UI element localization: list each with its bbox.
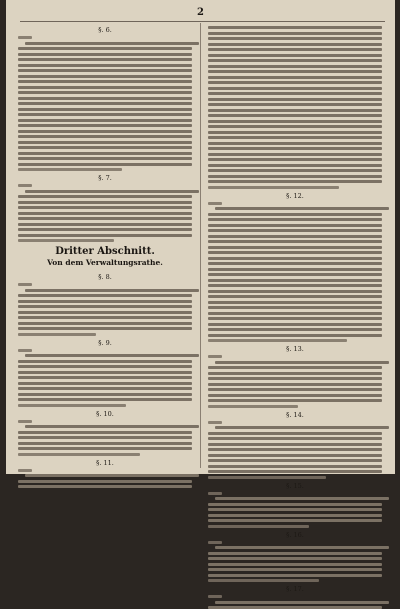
text-line [208,229,382,232]
left-column [18,26,192,470]
text-line [208,268,382,271]
text-line [208,339,347,342]
text-line [208,388,382,391]
text-line [208,306,382,309]
text-line [18,130,192,133]
section [208,192,382,343]
text-line [18,36,32,39]
text-line [18,234,192,237]
text-line [18,382,192,385]
text-line [208,224,382,227]
text-line [208,377,382,380]
text-line [215,207,389,210]
text-line [18,420,32,423]
text-line [18,404,126,407]
section [18,410,192,456]
section [208,26,382,189]
text-line [208,519,382,522]
text-line [208,98,382,101]
text-line [18,69,192,72]
text-line [18,75,192,78]
text-line [208,120,382,123]
text-line [208,372,382,375]
text-line [208,284,382,287]
text-line [208,470,382,473]
section-number: §. 13. [286,345,304,353]
left-sections-before-chapter [18,26,192,242]
section [208,411,382,479]
text-line [208,328,382,331]
section [208,585,382,609]
text-line [208,54,382,57]
text-line [18,485,192,488]
section [208,482,382,528]
text-line [208,541,222,544]
text-line [18,113,192,116]
text-line [18,201,192,204]
text-line [208,574,382,577]
text-line [208,87,382,90]
text-line [208,448,382,451]
section [208,345,382,408]
text-line [18,333,96,336]
text-line [208,437,382,440]
text-line [18,47,192,50]
text-line [18,239,114,242]
text-line [208,153,382,156]
text-line [25,425,199,428]
text-line [18,152,192,155]
text-line [208,257,382,260]
text-line [18,135,192,138]
text-line [208,65,382,68]
text-line [18,316,192,319]
text-line [18,146,192,149]
text-line [208,235,382,238]
chapter-title: Dritter Abschnitt. [55,246,155,257]
text-line [18,212,192,215]
text-line [18,163,192,166]
text-line [18,283,32,286]
section-number: §. 10. [96,409,114,418]
chapter-heading [18,245,192,268]
text-line [18,305,192,308]
section [18,26,192,171]
section [18,339,192,407]
text-line [18,223,192,226]
section-number: §. 16. [286,530,304,539]
text-line [18,387,192,390]
text-line [208,279,382,282]
text-line [18,480,192,483]
text-line [18,108,192,111]
text-line [208,323,382,326]
text-line [25,354,199,357]
section-number: §. 11. [96,458,114,467]
text-line [208,109,382,112]
text-line [208,218,382,221]
text-line [18,157,192,160]
text-line [208,202,222,205]
text-line [208,366,382,369]
text-line [18,447,192,450]
text-line [208,568,382,571]
section-number: §. 17. [286,585,304,593]
document-page [6,0,395,593]
text-line [18,300,192,303]
text-line [208,563,382,566]
section [208,531,382,583]
text-line [18,184,32,187]
text-line [208,136,382,139]
text-line [25,42,199,45]
text-line [18,453,140,456]
text-line [208,175,382,178]
section-number: §. 15. [286,481,304,490]
text-line [208,103,382,106]
text-line [208,158,382,161]
text-line [18,327,192,330]
text-line [208,301,382,304]
text-line [208,26,382,29]
column-divider [200,23,201,468]
text-line [18,91,192,94]
text-line [18,442,192,445]
text-line [208,399,382,402]
text-line [208,432,382,435]
text-line [215,426,389,429]
text-line [208,465,382,468]
text-line [208,492,222,495]
text-line [208,290,382,293]
text-line [18,322,192,325]
text-line [208,525,309,528]
text-line [18,228,192,231]
text-line [18,294,192,297]
text-line [208,70,382,73]
text-line [208,240,382,243]
text-line [208,476,326,479]
text-line [18,365,192,368]
section-number: §. 14. [286,410,304,419]
text-line [208,251,382,254]
text-line [208,514,382,517]
section-number: §. 8. [98,273,112,281]
text-line [208,273,382,276]
text-line [18,124,192,127]
text-line [208,32,382,35]
text-line [18,398,192,401]
text-line [18,436,192,439]
text-line [18,311,192,314]
text-line [18,102,192,105]
text-line [18,469,32,472]
text-line [208,43,382,46]
text-line [208,213,382,216]
text-line [25,190,199,193]
text-line [18,195,192,198]
section [18,459,192,489]
section [18,273,192,336]
text-line [208,552,382,555]
text-line [208,125,382,128]
text-line [208,59,382,62]
text-line [208,312,382,315]
text-line [215,601,389,604]
text-line [18,393,192,396]
text-line [208,503,382,506]
text-line [208,114,382,117]
text-line [208,76,382,79]
left-sections-after-chapter [18,273,192,488]
text-line [208,92,382,95]
header-rule [20,21,385,22]
page-number: 2 [197,7,204,18]
text-line [18,119,192,122]
text-line [208,147,382,150]
text-line [208,317,382,320]
text-line [208,443,382,446]
text-line [208,262,382,265]
text-line [208,81,382,84]
text-line [18,58,192,61]
section-number: §. 6. [98,26,112,34]
text-line [208,405,298,408]
text-line [18,141,192,144]
text-line [18,217,192,220]
text-line [208,579,319,582]
text-line [208,131,382,134]
text-line [25,289,199,292]
text-line [18,371,192,374]
text-line [25,474,199,477]
text-line [208,557,382,560]
text-line [215,361,389,364]
text-line [208,186,339,189]
text-line [208,48,382,51]
right-sections [208,26,382,609]
section-number: §. 7. [98,174,112,182]
text-line [208,142,382,145]
text-line [18,206,192,209]
text-line [208,383,382,386]
text-line [18,86,192,89]
text-line [208,595,222,598]
text-line [208,180,382,183]
text-line [208,295,382,298]
text-line [208,355,222,358]
text-line [208,459,382,462]
text-line [208,394,382,397]
text-line [18,97,192,100]
text-line [18,168,122,171]
text-line [18,376,192,379]
text-line [208,246,382,249]
text-line [208,454,382,457]
text-line [208,334,382,337]
text-line [208,37,382,40]
section-number: §. 12. [286,191,304,200]
text-line [18,360,192,363]
text-line [18,349,32,352]
right-column [208,26,382,593]
text-line [208,164,382,167]
text-line [18,80,192,83]
section-number: §. 9. [98,338,112,347]
text-line [208,508,382,511]
text-line [208,421,222,424]
text-line [215,497,389,500]
chapter-subtitle: Von dem Verwaltungsrathe. [47,258,163,267]
text-line [208,169,382,172]
text-line [18,431,192,434]
text-line [18,53,192,56]
text-line [215,546,389,549]
text-line [18,64,192,67]
section [18,174,192,242]
